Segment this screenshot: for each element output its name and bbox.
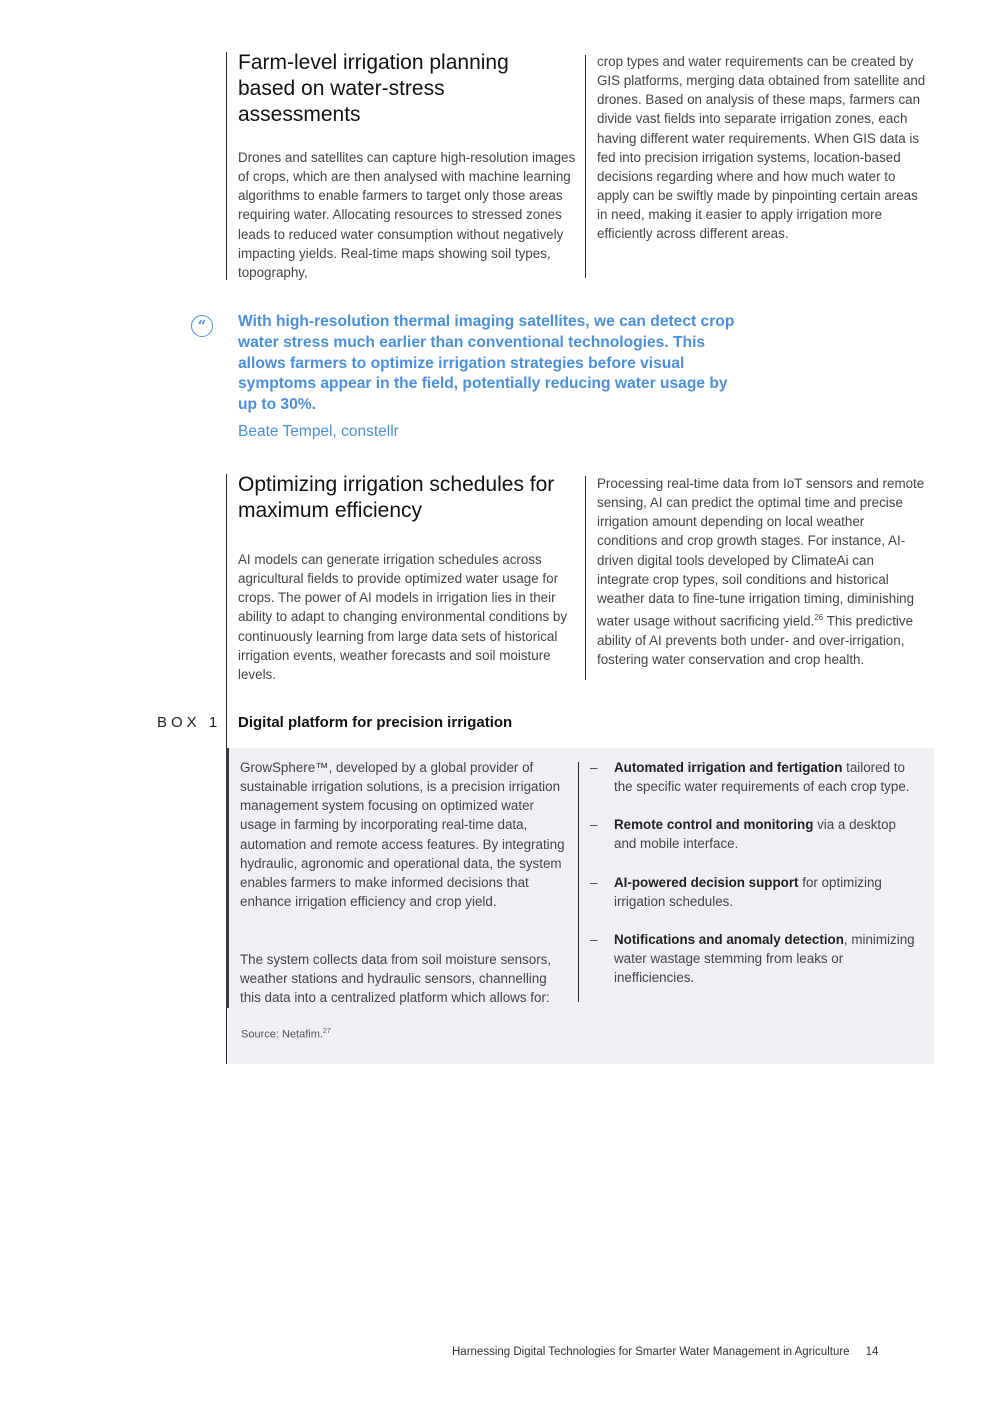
section-title-irrigation-schedules: Optimizing irrigation schedules for maximum efficiency bbox=[238, 473, 555, 522]
box-left-bar bbox=[226, 748, 229, 1008]
dash-bullet: – bbox=[590, 931, 598, 947]
list-item bbox=[590, 758, 920, 796]
box-source bbox=[241, 1028, 331, 1041]
column-divider bbox=[585, 476, 586, 680]
section1-left-text: Drones and satellites can capture high-resolution images of crops, which are then analysed with machine learning algorithms to enable farmers to target only those areas requiring water. Allocating resources to stressed zones leads to reduced water consumption without negatively impacting yields. Real-time maps showing soil types, topography, bbox=[238, 150, 576, 280]
bullet-bold: Automated irrigation and fertigation bbox=[614, 760, 843, 775]
quote-mark: “ bbox=[197, 316, 207, 335]
list-item bbox=[590, 873, 920, 911]
page-footer bbox=[452, 1346, 878, 1358]
quote-attribution: Beate Tempel, constellr bbox=[238, 423, 399, 440]
bullet-bold: AI-powered decision support bbox=[614, 874, 799, 890]
bullet-text: via a desktop and mobile interface. bbox=[614, 817, 897, 852]
section2-right-text-b: This predictive ability of AI prevents both under- and over-irrigation, fostering water conservation and crop health. bbox=[597, 613, 914, 667]
column-divider bbox=[585, 55, 586, 278]
section-title-water-stress: Farm-level irrigation planning based on water-stress assessments bbox=[238, 51, 509, 126]
box-label: BOX 1 bbox=[157, 714, 222, 731]
list-item bbox=[590, 815, 920, 853]
box-para-2: The system collects data from soil moisture sensors, weather stations and hydraulic sensors, channelling this data into a centralized platform which allows for: bbox=[240, 952, 552, 1006]
dash-bullet: – bbox=[590, 874, 598, 890]
box-title: Digital platform for precision irrigation bbox=[238, 714, 513, 731]
section2-right-text-a: Processing real-time data from IoT sensors and remote sensing, AI can predict the optimal time and precise irrigation amount depending on local weather conditions and crop growth stages. For instance, AI-driven digital tools developed by ClimateAi can integrate crop types, soil conditions and historical weather data to fine-tune irrigation timing, diminishing water usage without sacrificing yield. bbox=[597, 476, 925, 629]
section2-left-text: AI models can generate irrigation schedules across agricultural fields to provide optimized water usage for crops. The power of AI models in irrigation lies in their ability to adapt to changing environmental conditions by continuously learning from large data sets of historical irrigation events, weather forecasts and soil moisture levels. bbox=[238, 552, 568, 682]
bullet-bold: Remote control and monitoring bbox=[614, 817, 814, 833]
footer-title: Harnessing Digital Technologies for Smarter Water Management in Agriculture bbox=[452, 1346, 850, 1358]
pull-quote: With high-resolution thermal imaging satellites, we can detect crop water stress much earlier than conventional technologies. This allows farmers to optimize irrigation strategies before visual symptoms appear in the field, potentially reducing water usage by up to 30%. bbox=[238, 313, 735, 414]
section1-right-text: crop types and water requirements can be created by GIS platforms, merging data obtained from satellite and drones. Based on analysis of these maps, farmers can divide vast fields into separate irrigation zones, each having different water requirements. When GIS data is fed into precision irrigation systems, location-based decisions regarding where and how much water to apply can be swiftly made by pinpointing certain areas in need, making it easier to apply irrigation more efficiently across different areas. bbox=[597, 54, 926, 242]
list-item bbox=[590, 930, 920, 987]
box-bullet-list bbox=[590, 758, 920, 1006]
dash-bullet: – bbox=[590, 760, 598, 775]
dash-bullet: – bbox=[590, 817, 598, 833]
bullet-text: , minimizing water wastage stemming from leaks or inefficiencies. bbox=[614, 931, 915, 986]
bullet-bold: Notifications and anomaly detection bbox=[614, 931, 844, 947]
box-column-divider bbox=[578, 762, 579, 1002]
footnote-26: 26 bbox=[814, 613, 824, 623]
bullet-text: tailored to the specific water requirements of each crop type. bbox=[614, 760, 910, 795]
box-para-1: GrowSphere™, developed by a global provider of sustainable irrigation solutions, is a precision irrigation management system focusing on optimized water usage in farming by incorporating real-time data, automation and remote access features. By integrating hydraulic, agronomic and operational data, the system enables farmers to make informed decisions that enhance irrigation efficiency and crop yield. bbox=[240, 760, 565, 910]
page-number: 14 bbox=[865, 1346, 879, 1358]
left-margin-rule bbox=[226, 52, 227, 280]
footnote-27: 27 bbox=[322, 1028, 331, 1035]
source-label: Source: Netafim. bbox=[241, 1028, 323, 1041]
quote-icon bbox=[191, 315, 213, 337]
section2-right-text bbox=[597, 474, 927, 669]
bullet-text: for optimizing irrigation schedules. bbox=[614, 874, 882, 909]
